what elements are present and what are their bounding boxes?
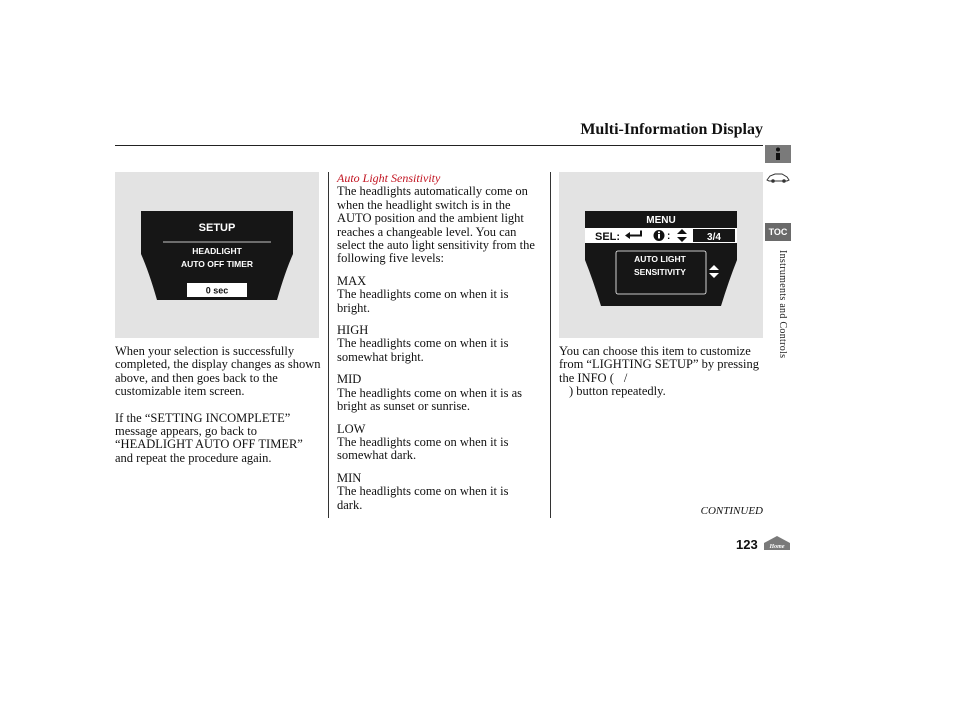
sel-label: SEL: (595, 231, 621, 243)
item-line2: AUTO OFF TIMER (180, 259, 254, 269)
item-line1: HEADLIGHT (192, 246, 242, 256)
section-heading: Auto Light Sensitivity (337, 171, 441, 185)
page-number: 123 (736, 537, 758, 552)
level-name: MID (337, 372, 362, 387)
level-high (337, 324, 545, 364)
section-label: Instruments and Controls (777, 250, 788, 359)
level-desc: The headlights come on when it is dark. (337, 484, 509, 512)
auto-light-line1: AUTO LIGHT (634, 254, 686, 264)
menu-label: MENU (646, 215, 676, 226)
info-tab[interactable] (765, 145, 791, 163)
timer-value: 0 sec (205, 285, 229, 296)
level-low (337, 423, 545, 463)
middle-column (337, 172, 545, 512)
right-column (559, 345, 763, 399)
level-min (337, 472, 545, 512)
column-divider-left (328, 172, 329, 518)
car-icon (765, 168, 791, 186)
setup-display-screen (115, 172, 319, 338)
auto-light-line2: SENSITIVITY (634, 267, 686, 277)
home-tab[interactable] (763, 535, 791, 551)
setup-display-panel (115, 172, 319, 338)
column-divider-right (550, 172, 551, 518)
continued-label: CONTINUED (700, 505, 763, 517)
menu-display-screen (559, 172, 763, 338)
level-desc: The headlights come on when it is bright. (337, 287, 509, 315)
colon-separator: : (667, 231, 671, 242)
level-mid (337, 373, 545, 413)
level-name: MIN (337, 470, 362, 485)
page-indicator: 3/4 (707, 232, 721, 243)
level-name: MAX (337, 273, 367, 288)
header-rule (115, 145, 763, 146)
level-max (337, 275, 545, 315)
toc-tab[interactable] (765, 223, 791, 241)
info-icon (772, 147, 784, 161)
choose-text-part2: ) button repeatedly. (569, 384, 666, 399)
page-title: Multi-Information Display (580, 121, 763, 138)
left-column (115, 345, 321, 465)
menu-display-panel (559, 172, 763, 338)
level-name: HIGH (337, 323, 369, 338)
choose-separator: / (623, 370, 628, 385)
level-desc: The headlights come on when it is somewhat bright. (337, 336, 509, 364)
setup-label: SETUP (198, 222, 236, 234)
info-button-icon (654, 230, 665, 241)
incomplete-paragraph: If the “SETTING INCOMPLETE” message appears, go back to “HEADLIGHT AUTO OFF TIMER” and repeat the procedure again. (115, 410, 303, 465)
level-desc: The headlights come on when it is as bright as sunset or sunrise. (337, 385, 523, 414)
result-paragraph: When your selection is successfully completed, the display changes as shown above, and then goes back to the customizable item screen. (115, 344, 321, 399)
level-name: LOW (337, 421, 366, 436)
home-icon (763, 535, 791, 551)
choose-text-part1: You can choose this item to customize from “LIGHTING SETUP” by pressing the INFO ( (559, 344, 759, 385)
car-tab[interactable] (765, 168, 791, 186)
intro-paragraph: The headlights automatically come on when the headlight switch is in the AUTO position and the ambient light reaches a changeable level. You can select the auto light sensitivity from the following five levels: (337, 184, 535, 266)
level-desc: The headlights come on when it is somewhat dark. (337, 434, 509, 463)
toc-label: TOC (768, 227, 788, 237)
choose-paragraph (559, 345, 763, 399)
home-label: Home (769, 544, 785, 550)
